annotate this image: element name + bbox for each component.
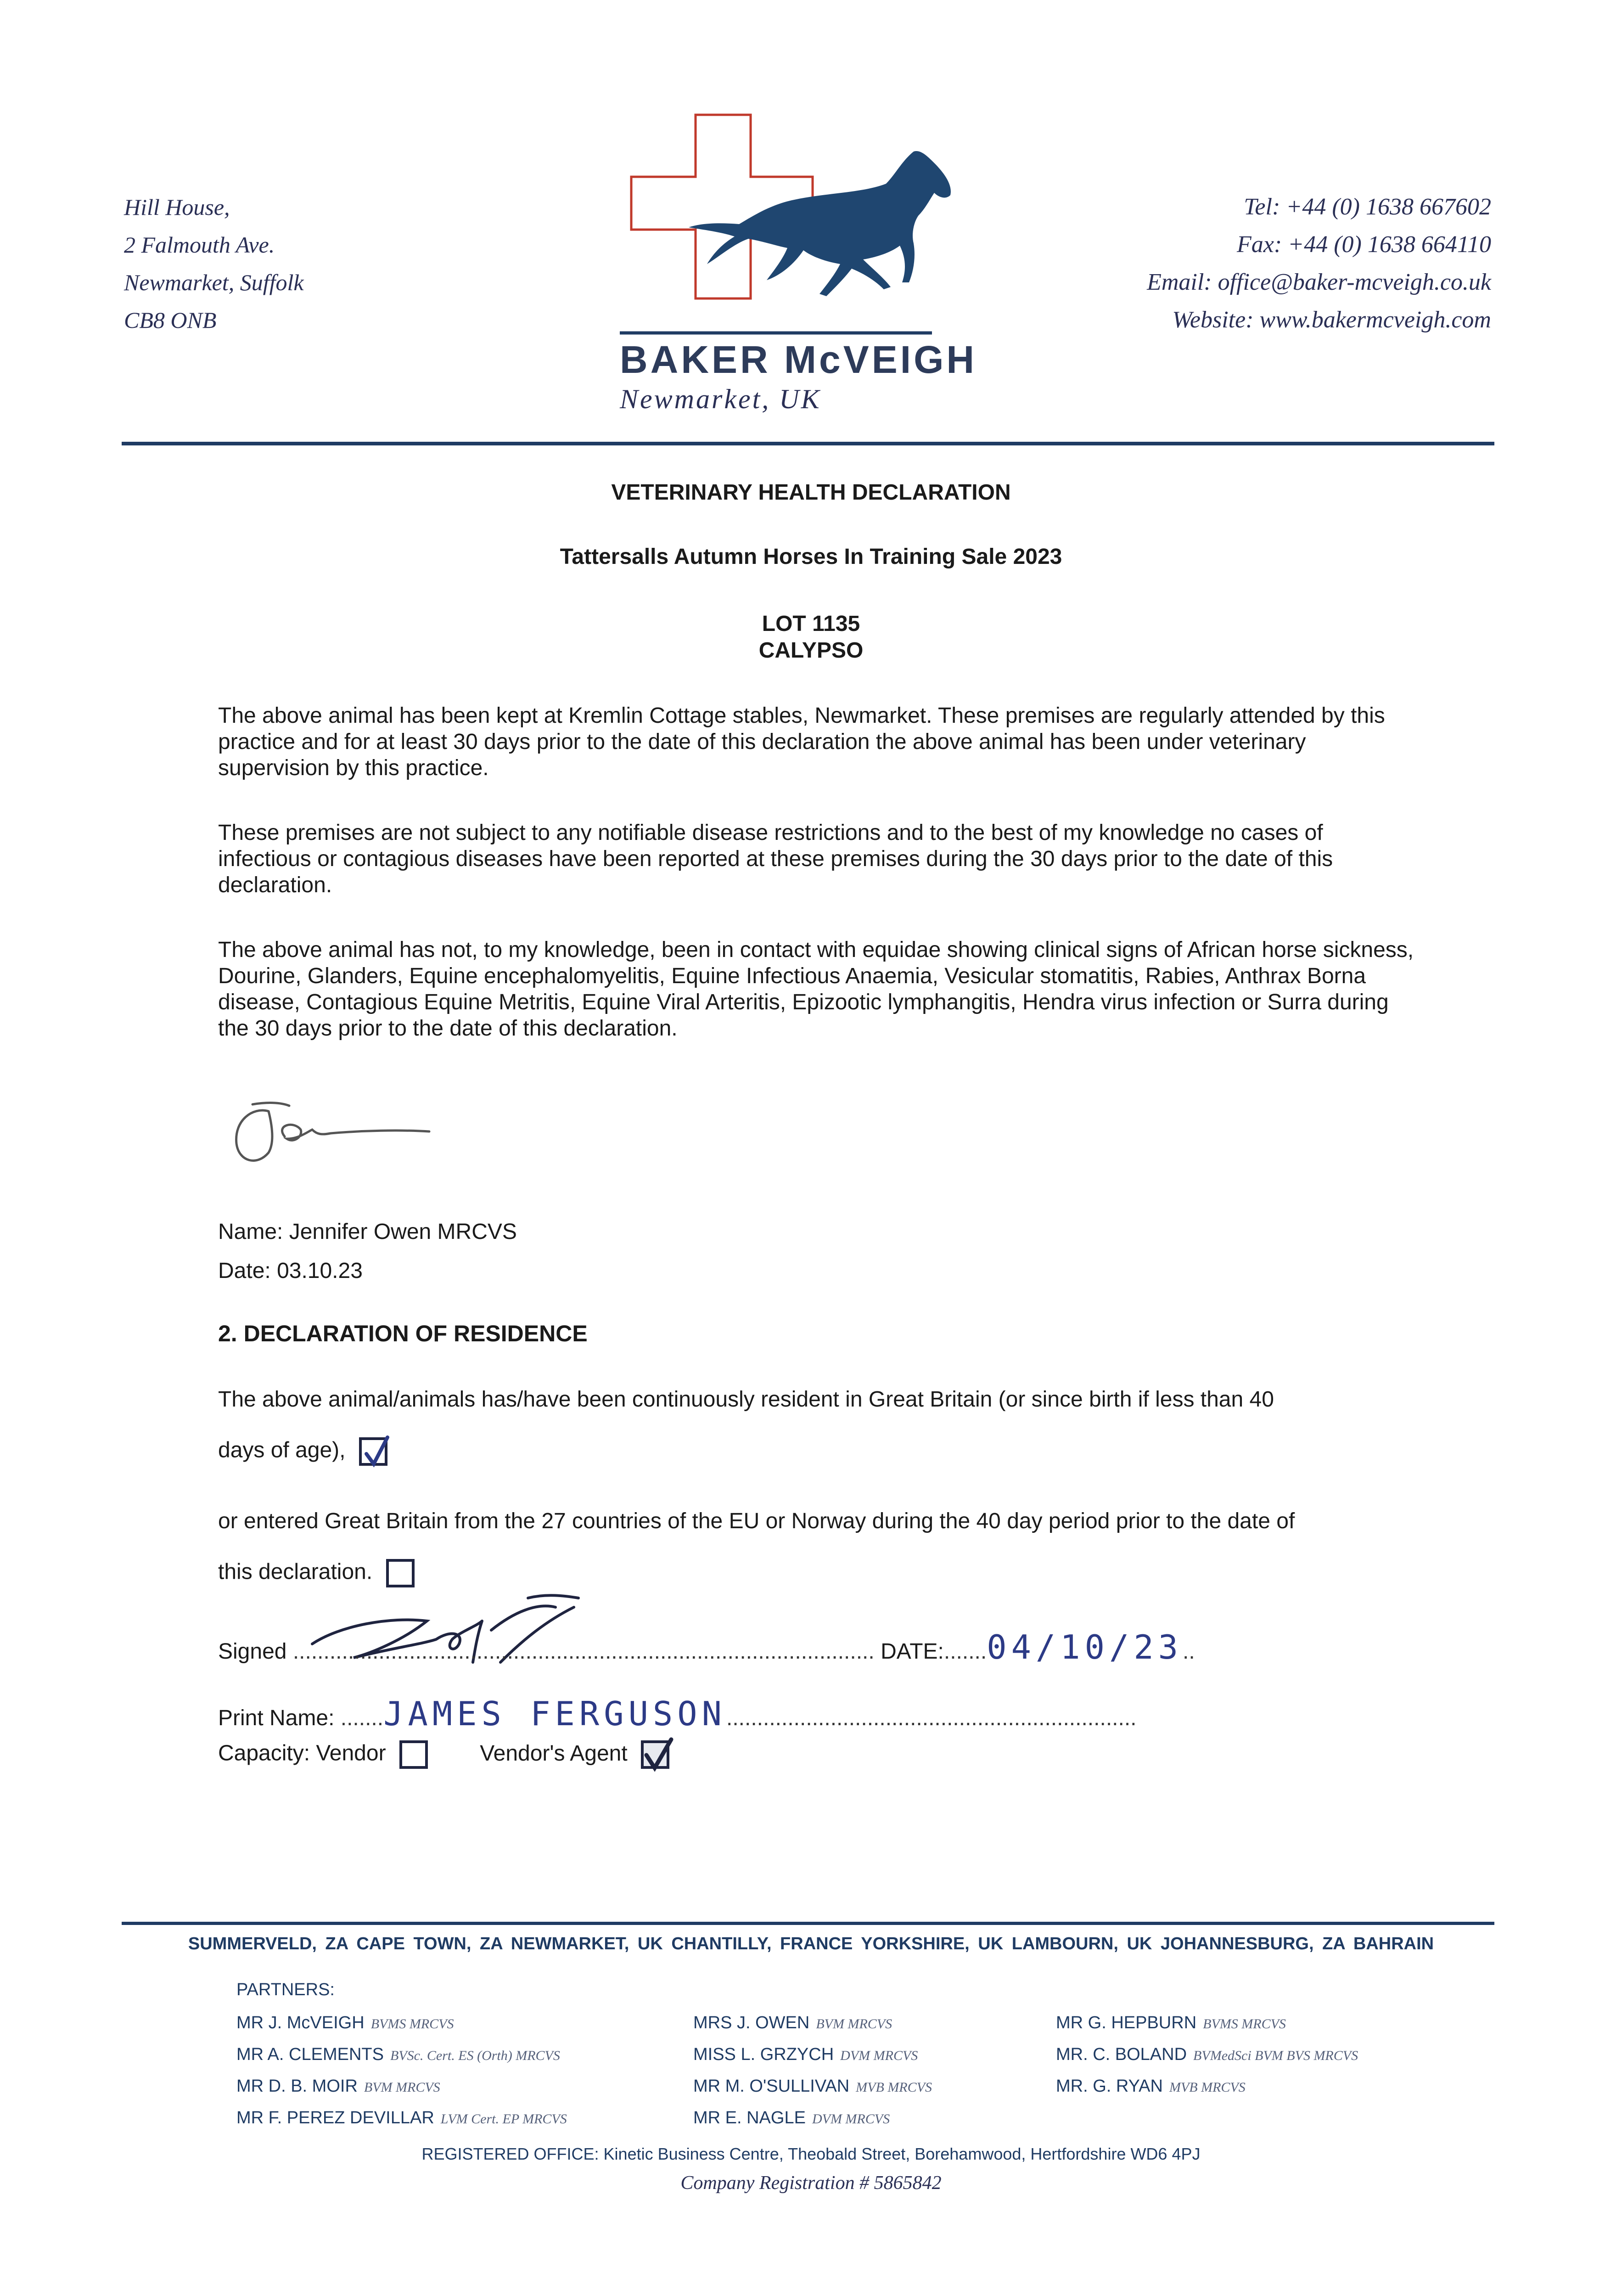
email-link[interactable]: Email: office@baker-mcveigh.co.uk (1147, 269, 1491, 295)
partner-entry: MR E. NAGLE DVM MRCVS (693, 2108, 890, 2127)
partner-entry: MR D. B. MOIR BVM MRCVS (236, 2077, 440, 2096)
capacity-row (218, 1740, 669, 1769)
registered-office: REGISTERED OFFICE: Kinetic Business Centre, Theobald Street, Borehamwood, Hertfordshire WD6 4PJ (421, 2144, 1201, 2163)
partner-entry: MISS L. GRZYCH DVM MRCVS (693, 2045, 918, 2064)
partner-entry: MR. G. RYAN MVB MRCVS (1056, 2077, 1246, 2096)
sale-name: Tattersalls Autumn Horses In Training Sale 2023 (560, 545, 1062, 569)
partner-entry: MRS J. OWEN BVM MRCVS (693, 2013, 892, 2032)
date-label: DATE: (881, 1639, 944, 1664)
partner-entry: MR F. PEREZ DEVILLAR LVM Cert. EP MRCVS (236, 2108, 567, 2127)
residence-option-1 (218, 1437, 387, 1466)
lot-block (0, 611, 1622, 664)
residence-heading: 2. DECLARATION OF RESIDENCE (218, 1321, 588, 1346)
partner-entry: MR J. McVEIGH BVMS MRCVS (236, 2013, 454, 2032)
declaration-paragraph: These premises are not subject to any notifiable disease restrictions and to the best of my knowledge no cases of infectious or contagious diseases have been reported at these premises during the 30 days prior to the date of this declaration. (218, 821, 1333, 897)
company-registration: Company Registration # 5865842 (680, 2172, 942, 2194)
partner-entry: MR G. HEPBURN BVMS MRCVS (1056, 2013, 1286, 2032)
company-contacts (1147, 188, 1491, 339)
document-title: VETERINARY HEALTH DECLARATION (611, 480, 1011, 505)
partner-entry: MR A. CLEMENTS BVSc. Cert. ES (Orth) MRCVS (236, 2045, 560, 2064)
signed-date-value[interactable]: 04/10/23 (987, 1628, 1183, 1666)
address-line: Newmarket, Suffolk (124, 270, 304, 295)
partners-column-2 (693, 2008, 932, 2134)
brand-location: Newmarket, UK (620, 384, 821, 414)
declaration-paragraph: The above animal has been kept at Kremlin Cottage stables, Newmarket. These premises are regularly attended by this practice and for at least 30 days prior to the date of this declaration the above animal has been under veterinary supervision by this practice. (218, 703, 1385, 780)
residence-option-2-text: or entered Great Britain from the 27 countries of the EU or Norway during the 40 day period prior to the date of (218, 1509, 1295, 1533)
residence-option-2-label: this declaration. (218, 1559, 373, 1584)
vendor-checkbox[interactable] (399, 1740, 428, 1769)
residence-option-2 (218, 1559, 415, 1587)
address-line: CB8 ONB (124, 307, 217, 333)
print-name-label: Print Name: (218, 1706, 335, 1730)
partners-column-1 (236, 2008, 567, 2134)
signature-line[interactable]: ............................................................................................... (292, 1639, 875, 1664)
baker-mcveigh-logo (597, 106, 992, 344)
residence-option-1-text: The above animal/animals has/have been continuously resident in Great Britain (or since birth if less than 40 (218, 1387, 1274, 1412)
header-divider (122, 442, 1494, 445)
partners-column-3 (1056, 2008, 1358, 2103)
print-name-value[interactable]: JAMES FERGUSON (383, 1694, 726, 1733)
lot-number: LOT 1135 (762, 612, 860, 636)
fax-line: Fax: +44 (0) 1638 664110 (1236, 231, 1491, 258)
address-line: 2 Falmouth Ave. (124, 232, 275, 258)
company-address (124, 188, 304, 339)
partner-entry: MR. C. BOLAND BVMedSci BVM BVS MRCVS (1056, 2045, 1358, 2064)
vet-signature (225, 1093, 436, 1176)
vet-date: Date: 03.10.23 (218, 1259, 363, 1283)
address-line: Hill House, (124, 194, 230, 220)
partners-heading: PARTNERS: (236, 1980, 335, 1999)
brand-name: BAKER McVEIGH (620, 338, 977, 381)
office-locations: SUMMERVELD, ZA CAPE TOWN, ZA NEWMARKET, UK CHANTILLY, FRANCE YORKSHIRE, UK LAMBOURN, UK JOHANNESBURG, ZA BAHRAIN (188, 1934, 1434, 1953)
vendors-agent-checkbox[interactable] (641, 1740, 669, 1769)
declaration-paragraph: The above animal has not, to my knowledge, been in contact with equidae showing clinical signs of African horse sickness, Dourine, Glanders, Equine encephalomyelitis, Equine Infectious Anaemia, Vesicular stomatitis, Rabies, Anthrax Borna disease, Contagious Equine Metritis, Equine Viral Arteritis, Epizootic lymphangitis, Hendra virus infection or Surra during the 30 days prior to the date of this declaration. (218, 938, 1414, 1041)
capacity-label: Capacity: Vendor (218, 1741, 386, 1766)
footer-divider (122, 1922, 1494, 1925)
print-name-row: Print Name: .......JAMES FERGUSON................................................................... (218, 1694, 1137, 1733)
horse-name: CALYPSO (758, 638, 864, 663)
partner-entry: MR M. O'SULLIVAN MVB MRCVS (693, 2077, 932, 2096)
signed-row: Signed ............................................................................................... DATE:.......04/10/23.. (218, 1628, 1195, 1666)
horse-icon (689, 151, 951, 296)
signed-label: Signed (218, 1639, 287, 1664)
website-link[interactable]: Website: www.bakermcveigh.com (1172, 307, 1491, 333)
resident-gb-checkbox[interactable] (359, 1437, 387, 1466)
residence-option-1-label: days of age), (218, 1438, 346, 1463)
vet-name: Name: Jennifer Owen MRCVS (218, 1220, 517, 1244)
phone-line: Tel: +44 (0) 1638 667602 (1244, 194, 1491, 220)
vendors-agent-label: Vendor's Agent (480, 1741, 628, 1766)
entered-from-eu-checkbox[interactable] (386, 1559, 415, 1587)
